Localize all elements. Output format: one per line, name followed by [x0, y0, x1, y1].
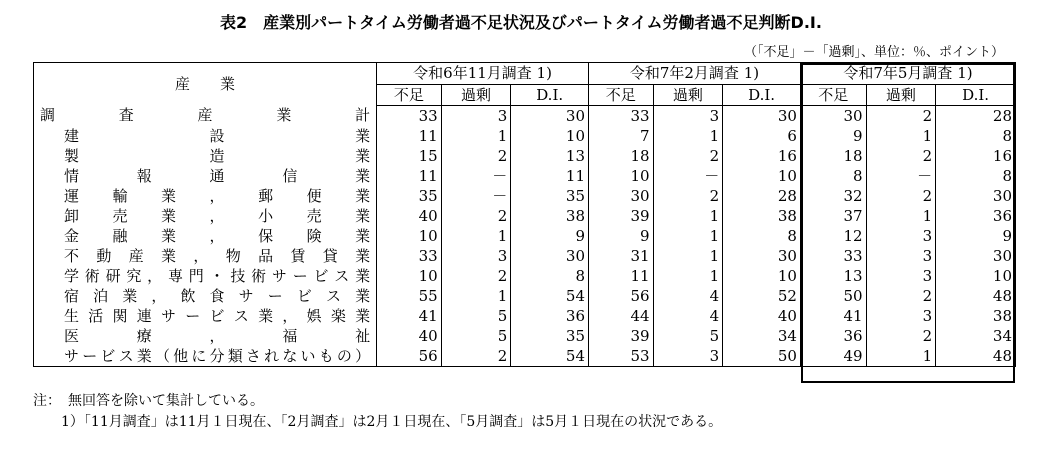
value-cell: 3	[441, 246, 511, 266]
survey-header-2: 令和7年2月調査 1)	[589, 63, 801, 85]
value-cell: 38	[723, 206, 801, 226]
sub-header-di: D.I.	[936, 85, 1016, 106]
value-cell: 2	[866, 146, 936, 166]
value-cell: 2	[866, 286, 936, 306]
value-cell: 30	[723, 106, 801, 127]
table-row	[34, 166, 1016, 186]
value-cell: 37	[800, 206, 866, 226]
industry-label: 医療，福祉	[34, 326, 377, 346]
value-cell: 35	[511, 186, 589, 206]
value-cell: 4	[653, 286, 723, 306]
table-row	[34, 266, 1016, 286]
value-cell: 8	[936, 166, 1016, 186]
value-cell: 41	[377, 306, 442, 326]
value-cell: 2	[866, 106, 936, 127]
value-cell: 11	[589, 266, 654, 286]
table-row	[34, 346, 1016, 367]
value-cell: 7	[589, 126, 654, 146]
value-cell: 10	[723, 266, 801, 286]
survey-header-1: 令和6年11月調査 1)	[377, 63, 589, 85]
industry-label: 生活関連サービス業，娯楽業	[34, 306, 377, 326]
value-cell: 40	[723, 306, 801, 326]
value-cell: 48	[936, 346, 1016, 367]
value-cell: 3	[866, 306, 936, 326]
value-cell: 39	[589, 326, 654, 346]
value-cell: 2	[441, 266, 511, 286]
value-cell: 2	[441, 346, 511, 367]
value-cell: 30	[511, 246, 589, 266]
industry-label: 不動産業，物品賃貸業	[34, 246, 377, 266]
value-cell: －	[866, 166, 936, 186]
value-cell: 33	[589, 106, 654, 127]
sub-header-shortage: 不足	[589, 85, 654, 106]
value-cell: 3	[653, 346, 723, 367]
value-cell: 3	[866, 246, 936, 266]
value-cell: 10	[936, 266, 1016, 286]
value-cell: 54	[511, 286, 589, 306]
value-cell: 1	[653, 126, 723, 146]
value-cell: 5	[441, 306, 511, 326]
table-row	[34, 126, 1016, 146]
table-row	[34, 226, 1016, 246]
unit-note: （「不足」－「過剰」、単位：％、ポイント）	[743, 45, 1004, 60]
industry-header: 産 業	[34, 63, 377, 106]
value-cell: 6	[723, 126, 801, 146]
value-cell: 18	[800, 146, 866, 166]
value-cell: 40	[377, 206, 442, 226]
value-cell: 34	[936, 326, 1016, 346]
survey-header-3: 令和7年5月調査 1)	[800, 63, 1015, 85]
industry-label: 学術研究，専門・技術サービス業	[34, 266, 377, 286]
table-row	[34, 206, 1016, 226]
value-cell: 40	[377, 326, 442, 346]
value-cell: 3	[866, 226, 936, 246]
value-cell: 12	[800, 226, 866, 246]
table-row	[34, 306, 1016, 326]
value-cell: 30	[936, 246, 1016, 266]
value-cell: 34	[723, 326, 801, 346]
value-cell: 1	[866, 346, 936, 367]
table-row	[34, 286, 1016, 306]
value-cell: 1	[441, 226, 511, 246]
table-row	[34, 326, 1016, 346]
value-cell: 56	[377, 346, 442, 367]
value-cell: 30	[511, 106, 589, 127]
value-cell: 10	[589, 166, 654, 186]
value-cell: 36	[800, 326, 866, 346]
sub-header-di: D.I.	[723, 85, 801, 106]
value-cell: 36	[936, 206, 1016, 226]
value-cell: －	[441, 186, 511, 206]
value-cell: 1	[441, 126, 511, 146]
value-cell: 53	[589, 346, 654, 367]
value-cell: 30	[723, 246, 801, 266]
value-cell: 9	[936, 226, 1016, 246]
value-cell: 35	[511, 326, 589, 346]
value-cell: 15	[377, 146, 442, 166]
value-cell: 16	[723, 146, 801, 166]
value-cell: 1	[653, 226, 723, 246]
value-cell: 50	[800, 286, 866, 306]
industry-label: 製造業	[34, 146, 377, 166]
value-cell: 56	[589, 286, 654, 306]
industry-label: 卸売業，小売業	[34, 206, 377, 226]
value-cell: 11	[377, 166, 442, 186]
table-row	[34, 106, 1016, 127]
value-cell: 8	[800, 166, 866, 186]
footnote-line: 注： 無回答を除いて集計している。	[33, 393, 264, 409]
value-cell: 2	[441, 206, 511, 226]
value-cell: 33	[377, 106, 442, 127]
value-cell: 33	[800, 246, 866, 266]
value-cell: 31	[589, 246, 654, 266]
value-cell: 38	[936, 306, 1016, 326]
value-cell: 54	[511, 346, 589, 367]
value-cell: 9	[800, 126, 866, 146]
value-cell: －	[441, 166, 511, 186]
value-cell: 5	[441, 326, 511, 346]
value-cell: 55	[377, 286, 442, 306]
value-cell: 33	[377, 246, 442, 266]
value-cell: 16	[936, 146, 1016, 166]
value-cell: 3	[441, 106, 511, 127]
value-cell: 30	[936, 186, 1016, 206]
sub-header-shortage: 不足	[800, 85, 866, 106]
value-cell: 52	[723, 286, 801, 306]
value-cell: －	[653, 166, 723, 186]
value-cell: 10	[511, 126, 589, 146]
table-row	[34, 186, 1016, 206]
value-cell: 2	[653, 186, 723, 206]
value-cell: 36	[511, 306, 589, 326]
value-cell: 32	[800, 186, 866, 206]
value-cell: 50	[723, 346, 801, 367]
industry-label: 金融業，保険業	[34, 226, 377, 246]
value-cell: 1	[866, 206, 936, 226]
industry-label: 情報通信業	[34, 166, 377, 186]
value-cell: 1	[653, 206, 723, 226]
value-cell: 13	[800, 266, 866, 286]
sub-header-di: D.I.	[511, 85, 589, 106]
footnotes	[33, 391, 722, 433]
value-cell: 2	[866, 326, 936, 346]
table-title: 表2 産業別パートタイム労働者過不足状況及びパートタイム労働者過不足判断D.I.	[220, 13, 822, 32]
footnote-line: 1）「11月調査」は11月１日現在、「2月調査」は2月１日現在、「5月調査」は5月１日現在の状況である。	[33, 414, 723, 430]
value-cell: 1	[866, 126, 936, 146]
value-cell: 8	[936, 126, 1016, 146]
value-cell: 28	[936, 106, 1016, 127]
value-cell: 9	[511, 226, 589, 246]
value-cell: 35	[377, 186, 442, 206]
industry-label: 調査産業計	[34, 106, 377, 127]
value-cell: 2	[441, 146, 511, 166]
value-cell: 38	[511, 206, 589, 226]
value-cell: 8	[723, 226, 801, 246]
value-cell: 44	[589, 306, 654, 326]
industry-label: 運輸業，郵便業	[34, 186, 377, 206]
industry-label: サービス業（他に分類されないもの）	[34, 346, 377, 367]
value-cell: 3	[653, 106, 723, 127]
value-cell: 3	[866, 266, 936, 286]
value-cell: 41	[800, 306, 866, 326]
table-row	[34, 146, 1016, 166]
value-cell: 11	[377, 126, 442, 146]
value-cell: 49	[800, 346, 866, 367]
value-cell: 4	[653, 306, 723, 326]
value-cell: 39	[589, 206, 654, 226]
value-cell: 18	[589, 146, 654, 166]
value-cell: 13	[511, 146, 589, 166]
sub-header-surplus: 過剰	[653, 85, 723, 106]
value-cell: 2	[653, 146, 723, 166]
value-cell: 30	[589, 186, 654, 206]
sub-header-shortage: 不足	[377, 85, 442, 106]
value-cell: 10	[377, 226, 442, 246]
value-cell: 10	[723, 166, 801, 186]
industry-label: 宿泊業，飲食サービス業	[34, 286, 377, 306]
value-cell: 48	[936, 286, 1016, 306]
table-body	[34, 106, 1016, 367]
sub-header-surplus: 過剰	[866, 85, 936, 106]
data-table	[33, 62, 1016, 367]
value-cell: 1	[441, 286, 511, 306]
table-row	[34, 246, 1016, 266]
value-cell: 5	[653, 326, 723, 346]
value-cell: 8	[511, 266, 589, 286]
value-cell: 1	[653, 266, 723, 286]
value-cell: 2	[866, 186, 936, 206]
sub-header-surplus: 過剰	[441, 85, 511, 106]
industry-label: 建設業	[34, 126, 377, 146]
value-cell: 11	[511, 166, 589, 186]
value-cell: 30	[800, 106, 866, 127]
value-cell: 10	[377, 266, 442, 286]
value-cell: 28	[723, 186, 801, 206]
value-cell: 9	[589, 226, 654, 246]
value-cell: 1	[653, 246, 723, 266]
